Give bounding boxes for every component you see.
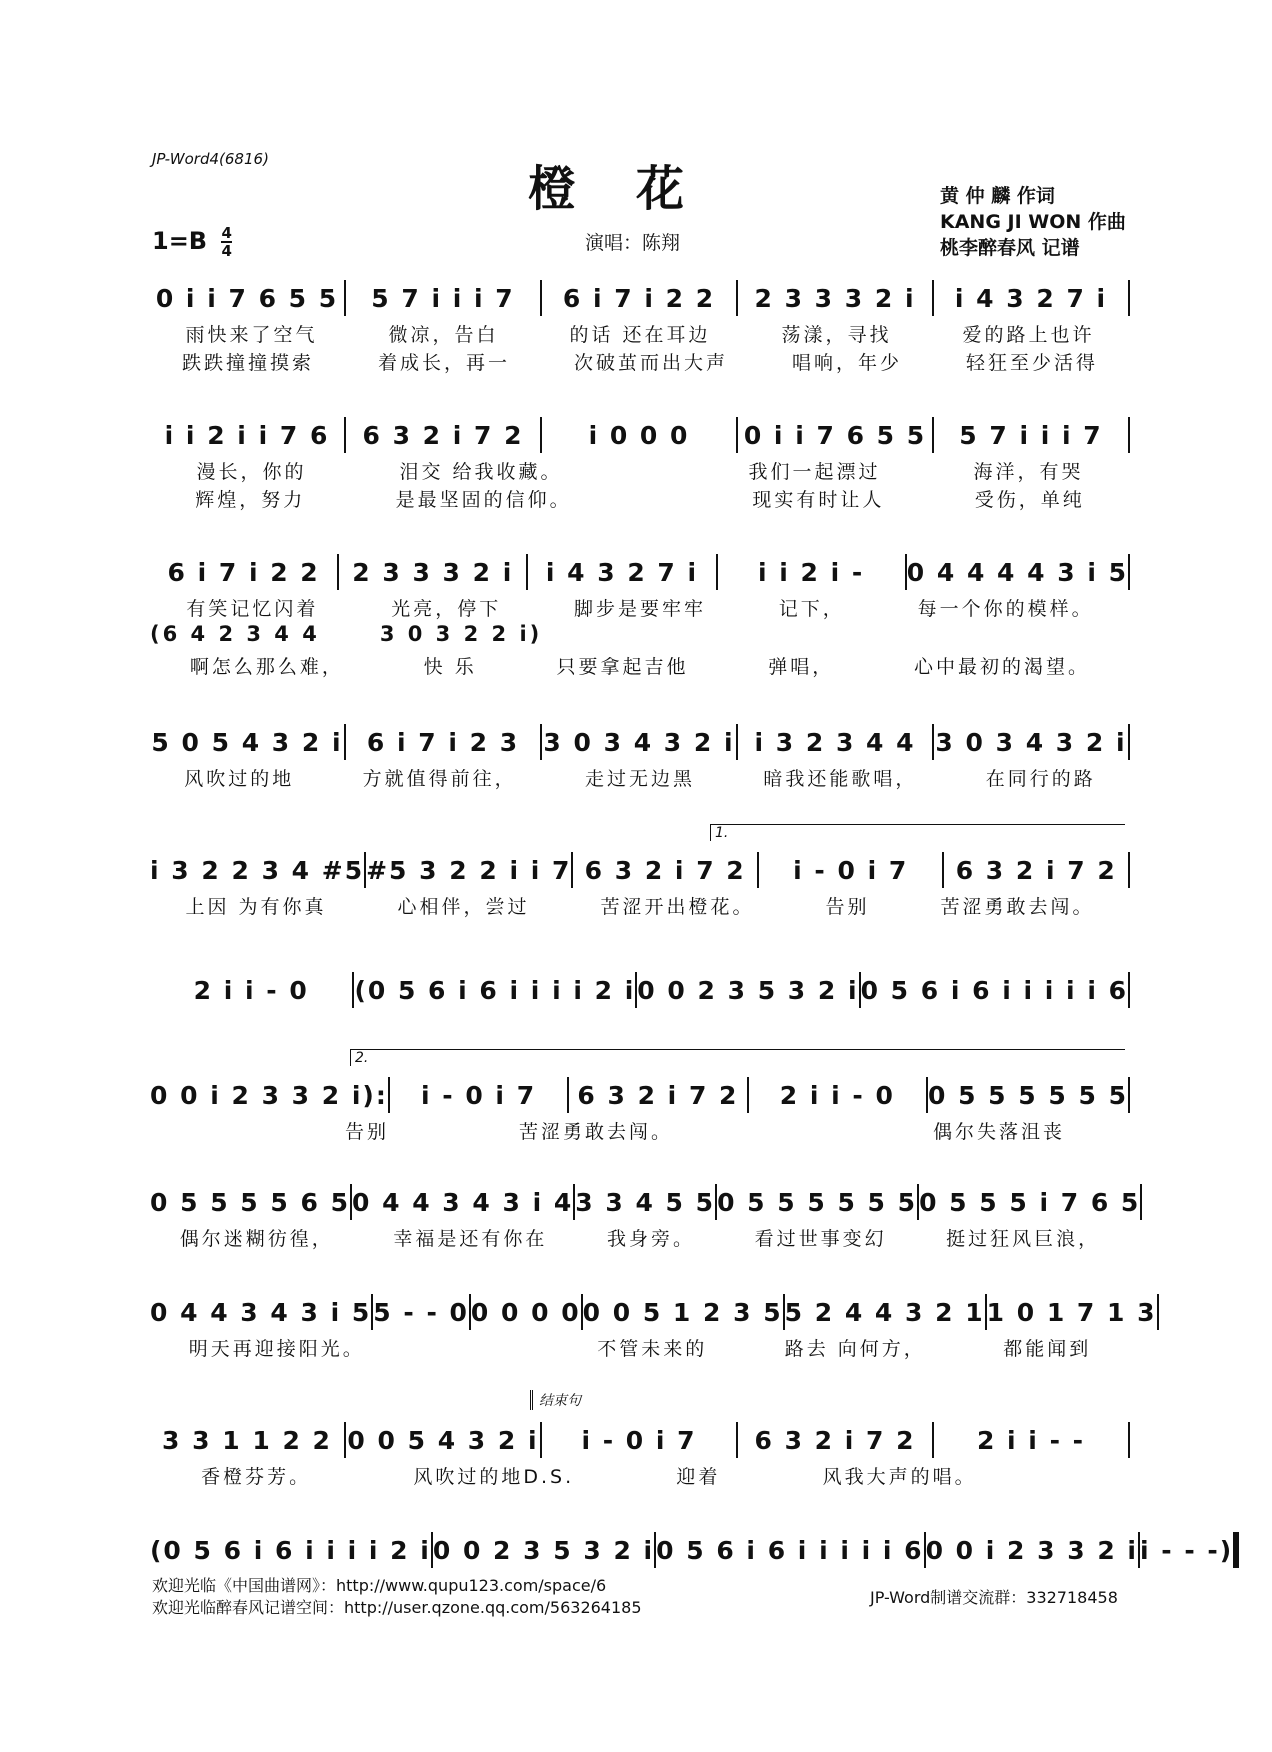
staff-row <box>150 970 1130 1010</box>
measure <box>366 850 571 890</box>
measure-notes: 5 2 4 4 3 2 1 <box>784 1297 985 1327</box>
measure <box>573 850 757 890</box>
measure-notes: #5 3 2 2 i i 7 <box>366 855 572 885</box>
lyric-segment: 上因 为有你真 <box>185 896 327 918</box>
alternate-notes-row <box>150 622 1130 646</box>
measure <box>150 278 344 318</box>
measure-notes: 6 3 2 i 7 2 <box>955 855 1117 885</box>
measure <box>471 1292 581 1332</box>
lyric-segment: 路去 向何方， <box>784 1338 926 1360</box>
measure <box>339 552 526 592</box>
measure <box>346 415 540 455</box>
bar-line <box>1140 1184 1142 1220</box>
staff-row <box>150 415 1130 455</box>
measure-notes: i - 0 i 7 <box>793 855 909 885</box>
bar-line <box>1157 1294 1159 1330</box>
lyric-segment: 荡漾，寻找 <box>781 324 892 346</box>
measure <box>150 850 364 890</box>
measure-notes: (0 5 6 i 6 i i i i 2 i <box>354 975 636 1005</box>
time-signature: $\frac{4}{4}$ <box>221 224 232 260</box>
lyric-row <box>150 1224 1130 1251</box>
bar-line <box>1128 1077 1130 1113</box>
lyric-segment: 雨快来了空气 <box>185 324 318 346</box>
lyric-segment: 迎着 <box>676 1466 721 1488</box>
measure-notes: 5 - - 0 <box>373 1297 469 1327</box>
lyric-segment: 快 乐 <box>423 656 477 678</box>
software-label: JP-Word4(6816) <box>152 150 269 168</box>
measure-notes: 0 5 5 5 5 5 5 <box>927 1080 1128 1110</box>
measure-notes: 3 3 1 1 2 2 <box>162 1425 332 1455</box>
measure <box>861 970 1128 1010</box>
measure-notes: 0 4 4 3 4 3 i 4 <box>352 1187 574 1217</box>
lyric-segment: 每一个你的模样。 <box>917 598 1094 620</box>
measure <box>738 1420 932 1460</box>
measure <box>346 278 540 318</box>
measure-notes: 5 0 5 4 3 2 i <box>151 727 343 757</box>
footer-line-1: 欢迎光临《中国曲谱网》：http://www.qupu123.com/space/6 <box>152 1576 607 1595</box>
lyric-segment: 泪交 给我收藏。 <box>399 461 563 483</box>
measure-notes: 2 3 3 3 2 i <box>352 557 514 587</box>
measure-notes: i 0 0 0 <box>588 420 690 450</box>
staff-row <box>150 1420 1130 1460</box>
measure <box>934 278 1128 318</box>
lyric-segment: 着成长，再一 <box>377 352 510 374</box>
lyric-segment: 偶尔失落沮丧 <box>932 1121 1065 1143</box>
measure <box>575 1182 715 1222</box>
lyric-row <box>150 652 1130 679</box>
lyric-segment: 苦涩开出橙花。 <box>600 896 755 918</box>
footer-line-2: 欢迎光临醉春风记谱空间：http://user.qzone.qq.com/563264185 <box>152 1598 642 1617</box>
lyric-segment: 受伤，单纯 <box>974 489 1085 511</box>
coda-label: 结束句 <box>530 1390 581 1410</box>
lyric-row <box>150 594 1130 621</box>
bar-line <box>1128 280 1130 316</box>
measure <box>346 1420 540 1460</box>
measure-notes: 3 0 3 4 3 2 i <box>935 727 1127 757</box>
lyric-segment: 是最坚固的信仰。 <box>395 489 572 511</box>
lyric-segment: 风吹过的地 <box>184 768 295 790</box>
lyric-segment: 暗我还能歌唱， <box>763 768 918 790</box>
bar-line <box>1128 417 1130 453</box>
measure-notes: 0 i i 7 6 5 5 <box>743 420 927 450</box>
lyric-segment: 轻狂至少活得 <box>965 352 1098 374</box>
footer-group: JP-Word制谱交流群：332718458 <box>870 1588 1118 1607</box>
composer: KANG JI WON 作曲 <box>940 211 1126 233</box>
measure-notes: 2 3 3 3 2 i <box>754 283 916 313</box>
lyric-segment: 脚步是要牢牢 <box>573 598 706 620</box>
lyric-row <box>150 485 1130 512</box>
lyric-segment: 我们一起漂过 <box>748 461 881 483</box>
page-title: 橙花 <box>527 161 744 217</box>
measure <box>637 970 858 1010</box>
measure-notes: 0 0 i 2 3 3 2 i): <box>150 1080 388 1110</box>
measure <box>934 722 1128 762</box>
measure-notes: (0 5 6 i 6 i i i i 2 i <box>150 1535 431 1565</box>
measure-notes: 3 3 4 5 5 <box>575 1187 716 1217</box>
measure <box>528 552 715 592</box>
lyric-segment: 辉煌，努力 <box>195 489 306 511</box>
lyric-segment: 都能闻到 <box>1003 1338 1092 1360</box>
measure <box>150 415 344 455</box>
staff-row <box>150 1182 1141 1222</box>
alternate-notes: (6 4 2 3 4 4 <box>150 622 320 646</box>
measure-notes: i i 2 i - <box>758 557 865 587</box>
transcriber: 桃李醉春风 记谱 <box>940 237 1080 259</box>
measure-notes: 5 7 i i i 7 <box>371 283 515 313</box>
lyric-segment: 风吹过的地D.S. <box>413 1466 575 1488</box>
measure <box>150 1182 350 1222</box>
measure <box>934 1420 1128 1460</box>
measure-notes: 3 0 3 4 3 2 i <box>543 727 735 757</box>
lyric-segment: 方就值得前往， <box>362 768 517 790</box>
lyric-segment: 走过无边黑 <box>584 768 695 790</box>
measure-notes: 0 0 5 1 2 3 5 <box>582 1297 783 1327</box>
lyric-segment: 爱的路上也许 <box>962 324 1095 346</box>
bar-line <box>1128 1422 1130 1458</box>
lyric-segment: 幸福是还有你在 <box>393 1228 548 1250</box>
credits <box>940 183 1126 261</box>
measure <box>919 1182 1140 1222</box>
lyric-row <box>150 764 1130 791</box>
lyric-segment: 次破茧而出大声 <box>573 352 728 374</box>
measure <box>150 970 352 1010</box>
measure <box>928 1075 1128 1115</box>
lyricist: 黄 仲 麟 作词 <box>940 185 1055 207</box>
measure <box>352 1182 573 1222</box>
lyric-segment: 告别 <box>344 1121 389 1143</box>
measure-notes: 0 5 6 i 6 i i i i i 6 <box>860 975 1128 1005</box>
measure <box>738 415 932 455</box>
measure <box>542 1420 736 1460</box>
measure-notes: 0 0 i 2 3 3 2 i <box>925 1535 1138 1565</box>
lyric-segment: 我身旁。 <box>606 1228 695 1250</box>
lyric-segment: 在同行的路 <box>985 768 1096 790</box>
lyric-segment: 风我大声的唱。 <box>822 1466 977 1488</box>
measure <box>390 1075 567 1115</box>
measure <box>907 552 1128 592</box>
measure-notes: 6 3 2 i 7 2 <box>362 420 524 450</box>
lyric-row <box>150 348 1130 375</box>
measure-notes: i - 0 i 7 <box>581 1425 697 1455</box>
lyric-segment: 苦涩勇敢去闯。 <box>518 1121 673 1143</box>
measure <box>583 1292 783 1332</box>
measure <box>542 415 736 455</box>
measure-notes: 0 0 2 3 5 3 2 i <box>637 975 859 1005</box>
measure <box>150 552 337 592</box>
lyric-segment: 偶尔迷糊彷徨， <box>179 1228 334 1250</box>
lyric-segment: 告别 <box>825 896 870 918</box>
lyric-segment: 心相伴，尝过 <box>397 896 530 918</box>
measure-notes: 0 5 5 5 i 7 6 5 <box>919 1187 1141 1217</box>
lyric-segment: 有笑记忆闪着 <box>186 598 319 620</box>
measure-notes: 0 5 6 i 6 i i i i i 6 <box>656 1535 924 1565</box>
measure-notes: i - 0 i 7 <box>420 1080 537 1110</box>
measure-notes: 6 3 2 i 7 2 <box>754 1425 916 1455</box>
singer: 演唱：陈翔 <box>585 232 681 254</box>
measure-notes: 0 5 5 5 5 6 5 <box>150 1187 350 1217</box>
measure <box>944 850 1128 890</box>
lyric-segment: 不管未来的 <box>597 1338 708 1360</box>
lyric-segment: 的话 还在耳边 <box>569 324 711 346</box>
alternate-notes: 3 0 3 2 2 i) <box>379 622 543 646</box>
measure <box>150 722 344 762</box>
lyric-row <box>150 320 1130 347</box>
measure <box>718 552 905 592</box>
measure-notes: i - - -) <box>1140 1535 1234 1565</box>
volta-bracket: 2. <box>350 1049 1125 1066</box>
lyric-segment: 记下， <box>778 598 845 620</box>
staff-row <box>150 1292 1157 1332</box>
lyric-segment: 苦涩勇敢去闯。 <box>940 896 1095 918</box>
measure <box>738 722 932 762</box>
measure-notes: 6 3 2 i 7 2 <box>584 855 746 885</box>
measure-notes: 0 0 5 4 3 2 i <box>347 1425 539 1455</box>
measure <box>542 722 736 762</box>
measure <box>987 1292 1157 1332</box>
lyric-segment: 微凉，告白 <box>388 324 499 346</box>
footer <box>152 1575 642 1619</box>
measure <box>150 1292 371 1332</box>
lyric-segment: 漫长，你的 <box>196 461 307 483</box>
measure <box>1140 1530 1233 1570</box>
measure <box>569 1075 746 1115</box>
staff-row <box>150 1075 1130 1115</box>
measure-notes: i 3 2 2 3 4 #5 <box>150 855 365 885</box>
measure <box>749 1075 926 1115</box>
measure <box>150 1530 431 1570</box>
measure-notes: i 4 3 2 7 i <box>545 557 699 587</box>
lyric-segment: 光亮，停下 <box>391 598 502 620</box>
lyric-row <box>150 457 1130 484</box>
measure <box>738 278 932 318</box>
lyric-segment: 唱响，年少 <box>791 352 902 374</box>
measure <box>346 722 540 762</box>
lyric-segment: 挺过狂风巨浪， <box>946 1228 1101 1250</box>
measure <box>785 1292 985 1332</box>
staff-row <box>150 278 1130 318</box>
measure-notes: 0 4 4 4 4 3 i 5 <box>906 557 1129 587</box>
measure <box>373 1292 469 1332</box>
measure-notes: 0 0 2 3 5 3 2 i <box>432 1535 655 1565</box>
lyric-row <box>150 1334 1130 1361</box>
measure-notes: 2 i i - 0 <box>779 1080 895 1110</box>
measure-notes: 0 4 4 3 4 3 i 5 <box>150 1297 372 1327</box>
lyric-segment: 弹唱， <box>768 656 835 678</box>
measure <box>717 1182 917 1222</box>
volta-bracket: 1. <box>710 824 1125 841</box>
measure <box>934 415 1128 455</box>
staff-row <box>150 552 1130 592</box>
measure-notes: 1 0 1 7 1 3 <box>986 1297 1157 1327</box>
lyric-row <box>150 1117 1130 1144</box>
measure <box>433 1530 654 1570</box>
measure-notes: i 4 3 2 7 i <box>954 283 1108 313</box>
measure <box>656 1530 923 1570</box>
lyric-row <box>150 1462 1130 1489</box>
measure-notes: 5 7 i i i 7 <box>959 420 1103 450</box>
measure <box>926 1530 1138 1570</box>
measure-notes: 0 i i 7 6 5 5 <box>155 283 339 313</box>
lyric-segment: 只要拿起吉他 <box>556 656 689 678</box>
bar-line <box>1128 852 1130 888</box>
measure-notes: 2 i i - 0 <box>193 975 309 1005</box>
lyric-segment: 香橙芬芳。 <box>201 1466 312 1488</box>
measure <box>354 970 635 1010</box>
bar-line <box>1128 554 1130 590</box>
staff-row <box>150 1530 1234 1570</box>
measure <box>759 850 943 890</box>
measure <box>542 278 736 318</box>
measure-notes: 6 i 7 i 2 2 <box>167 557 320 587</box>
measure <box>150 1075 388 1115</box>
lyric-segment: 明天再迎接阳光。 <box>188 1338 365 1360</box>
measure-notes: i 3 2 3 4 4 <box>754 727 916 757</box>
measure-notes: 2 i i - - <box>976 1425 1086 1455</box>
measure-notes: i i 2 i i 7 6 <box>164 420 330 450</box>
measure-notes: 0 5 5 5 5 5 5 <box>717 1187 918 1217</box>
lyric-row <box>150 892 1130 919</box>
staff-row <box>150 850 1130 890</box>
measure-notes: 6 3 2 i 7 2 <box>577 1080 739 1110</box>
lyric-segment: 跌跌撞撞摸索 <box>181 352 314 374</box>
lyric-segment: 海洋，有哭 <box>973 461 1084 483</box>
lyric-segment: 看过世事变幻 <box>754 1228 887 1250</box>
measure-notes: 6 i 7 i 2 3 <box>366 727 520 757</box>
measure <box>150 1420 344 1460</box>
lyric-segment: 现实有时让人 <box>752 489 885 511</box>
bar-line <box>1128 972 1130 1008</box>
lyric-segment: 啊怎么那么难， <box>189 656 344 678</box>
bar-line <box>1128 724 1130 760</box>
lyric-segment: 心中最初的渴望。 <box>914 656 1091 678</box>
bar-line <box>1233 1532 1239 1568</box>
measure-notes: 0 0 0 0 <box>470 1297 581 1327</box>
key-signature: 1=B $\frac{4}{4}$ <box>152 224 232 260</box>
measure-notes: 6 i 7 i 2 2 <box>562 283 716 313</box>
staff-row <box>150 722 1130 762</box>
